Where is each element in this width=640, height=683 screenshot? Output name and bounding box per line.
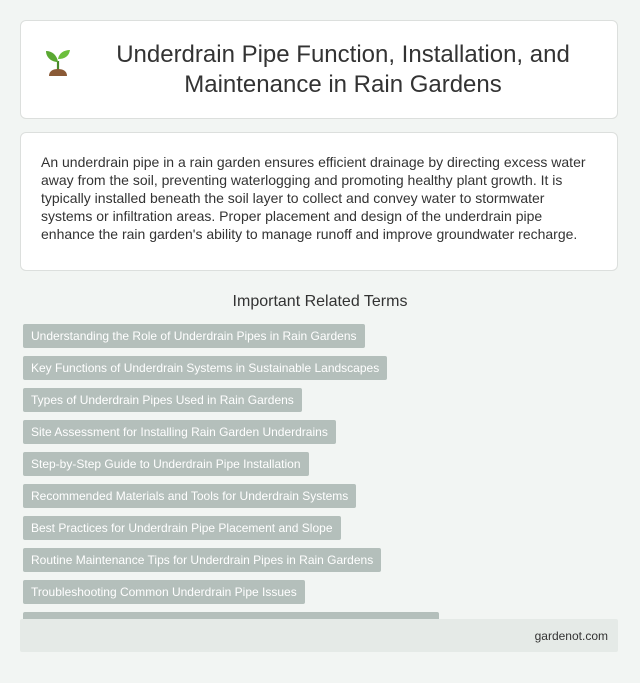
- related-term-tag[interactable]: Troubleshooting Common Underdrain Pipe Issues: [23, 580, 305, 604]
- related-term-tag[interactable]: Key Functions of Underdrain Systems in Sustainable Landscapes: [23, 356, 387, 380]
- related-term-tag[interactable]: Types of Underdrain Pipes Used in Rain Gardens: [23, 388, 302, 412]
- description-text: An underdrain pipe in a rain garden ensures efficient drainage by directing excess water away from the soil, preventing waterlogging and promoting healthy plant growth. It is typically installed beneath the soil layer to collect and convey water to stormwater systems or infiltration areas. Proper placement and design of the underdrain pipe enhance the rain garden's ability to manage runoff and improve groundwater recharge.: [41, 154, 586, 242]
- related-term-tag[interactable]: Step-by-Step Guide to Underdrain Pipe Installation: [23, 452, 309, 476]
- page-title: Underdrain Pipe Function, Installation, and Maintenance in Rain Gardens: [116, 40, 570, 98]
- title-wrap: [39, 40, 599, 100]
- footer: [20, 619, 618, 652]
- related-terms-list: [23, 324, 620, 636]
- related-term-tag[interactable]: Recommended Materials and Tools for Underdrain Systems: [23, 484, 356, 508]
- related-term-tag[interactable]: Understanding the Role of Underdrain Pipes in Rain Gardens: [23, 324, 365, 348]
- description-card: [20, 132, 618, 271]
- related-term-tag[interactable]: Best Practices for Underdrain Pipe Placement and Slope: [23, 516, 341, 540]
- related-terms-heading: Important Related Terms: [232, 293, 408, 310]
- related-term-tag[interactable]: Routine Maintenance Tips for Underdrain Pipes in Rain Gardens: [23, 548, 381, 572]
- seedling-icon: [39, 42, 79, 82]
- footer-site-name[interactable]: gardenot.com: [534, 628, 608, 643]
- related-term-tag[interactable]: Site Assessment for Installing Rain Garden Underdrains: [23, 420, 336, 444]
- title-card: [20, 20, 618, 119]
